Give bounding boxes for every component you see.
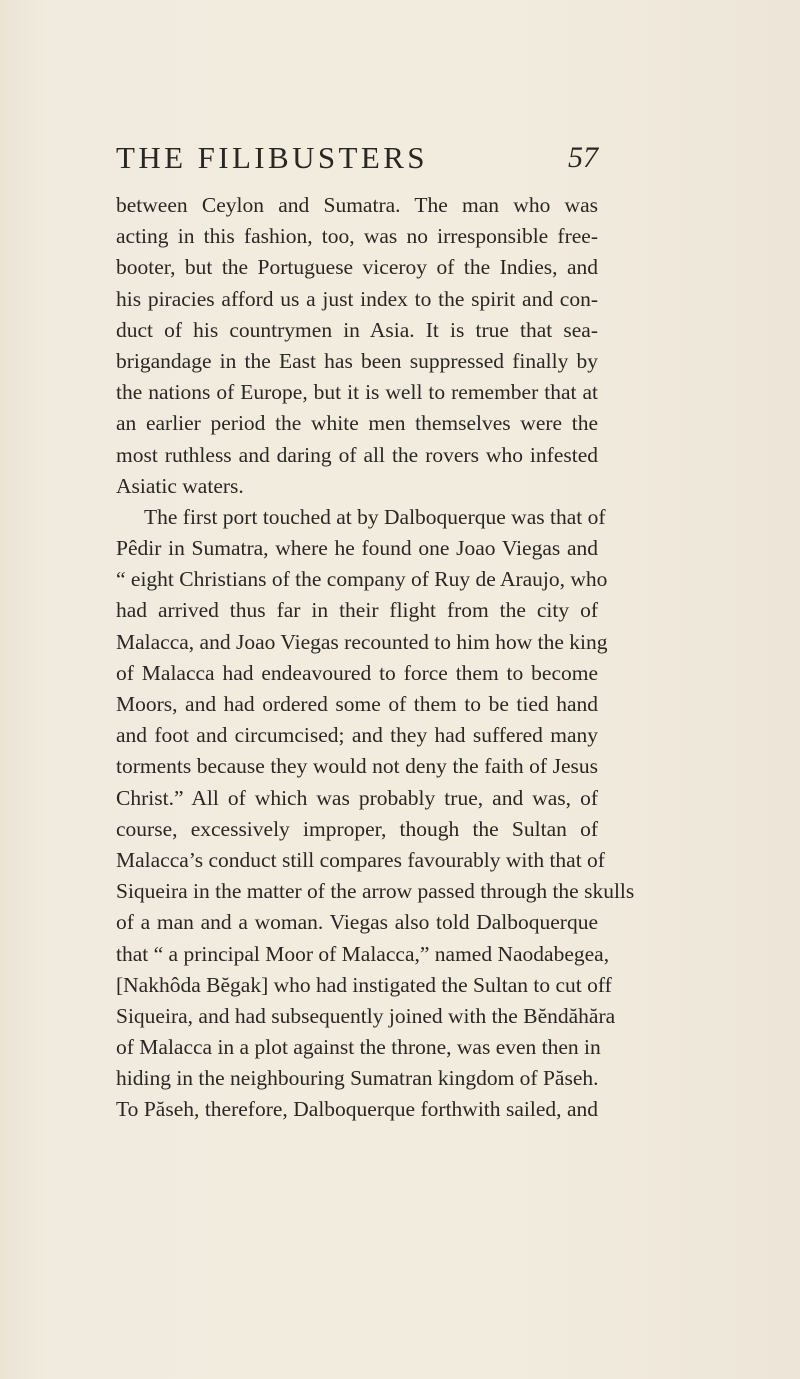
text-line: Asiatic waters. [116, 473, 244, 498]
text-line: The first port touched at by Dalboquerque was that of [144, 504, 606, 529]
text-line: booter, but the Portuguese viceroy of the Indies, and [116, 255, 598, 280]
text-line: had arrived thus far in their flight from the city of [116, 598, 598, 623]
running-head [116, 136, 598, 180]
text-line: Moors, and had ordered some of them to be tied hand [116, 692, 598, 716]
page-number: 57 [568, 141, 598, 174]
text-line: that “ a principal Moor of Malacca,” named Naodabegea, [116, 941, 610, 966]
text-line: acting in this fashion, too, was no irresponsible free- [116, 224, 598, 249]
text-line: Malacca’s conduct still compares favourably with that of [116, 847, 605, 872]
text-line: an earlier period the white men themselves were the [116, 411, 598, 436]
text-line: Siqueira in the matter of the arrow passed through the skulls [116, 879, 635, 904]
text-line: of a man and a woman. Viegas also told Dalboquerque [116, 910, 598, 935]
body-text [116, 190, 635, 1126]
text-line: To Păseh, therefore, Dalboquerque forthwith sailed, and [116, 1097, 598, 1122]
text-line: most ruthless and daring of all the rovers who infested [116, 442, 598, 467]
text-line: of Malacca had endeavoured to force them to become [116, 660, 598, 685]
text-line: Siqueira, and had subsequently joined with the Bĕndăhăra [116, 1003, 616, 1028]
text-line: and foot and circumcised; and they had suffered many [116, 723, 598, 748]
text-line: Pêdir in Sumatra, where he found one Joao Viegas and [116, 536, 598, 561]
text-line: course, excessively improper, though the Sultan of [116, 816, 598, 841]
text-line: “ eight Christians of the company of Ruy de Araujo, who [116, 567, 608, 592]
text-line: of Malacca in a plot against the throne, was even then in [116, 1035, 601, 1060]
text-line: torments because they would not deny the faith of Jesus [116, 754, 598, 779]
text-line: duct of his countrymen in Asia. It is true that sea- [116, 317, 598, 342]
text-line: brigandage in the East has been suppressed finally by [116, 348, 598, 373]
text-line: the nations of Europe, but it is well to remember that at [116, 380, 598, 405]
text-line: [Nakhôda Bĕgak] who had instigated the Sultan to cut off [116, 972, 612, 997]
text-line: Christ.” All of which was probably true, and was, of [116, 785, 598, 810]
text-line: hiding in the neighbouring Sumatran kingdom of Păseh. [116, 1066, 599, 1091]
text-line: Malacca, and Joao Viegas recounted to him how the king [116, 629, 608, 654]
text-line: his piracies afford us a just index to the spirit and con- [116, 286, 598, 311]
text-line: between Ceylon and Sumatra. The man who was [116, 193, 598, 217]
running-title: THE FILIBUSTERS [116, 140, 428, 175]
